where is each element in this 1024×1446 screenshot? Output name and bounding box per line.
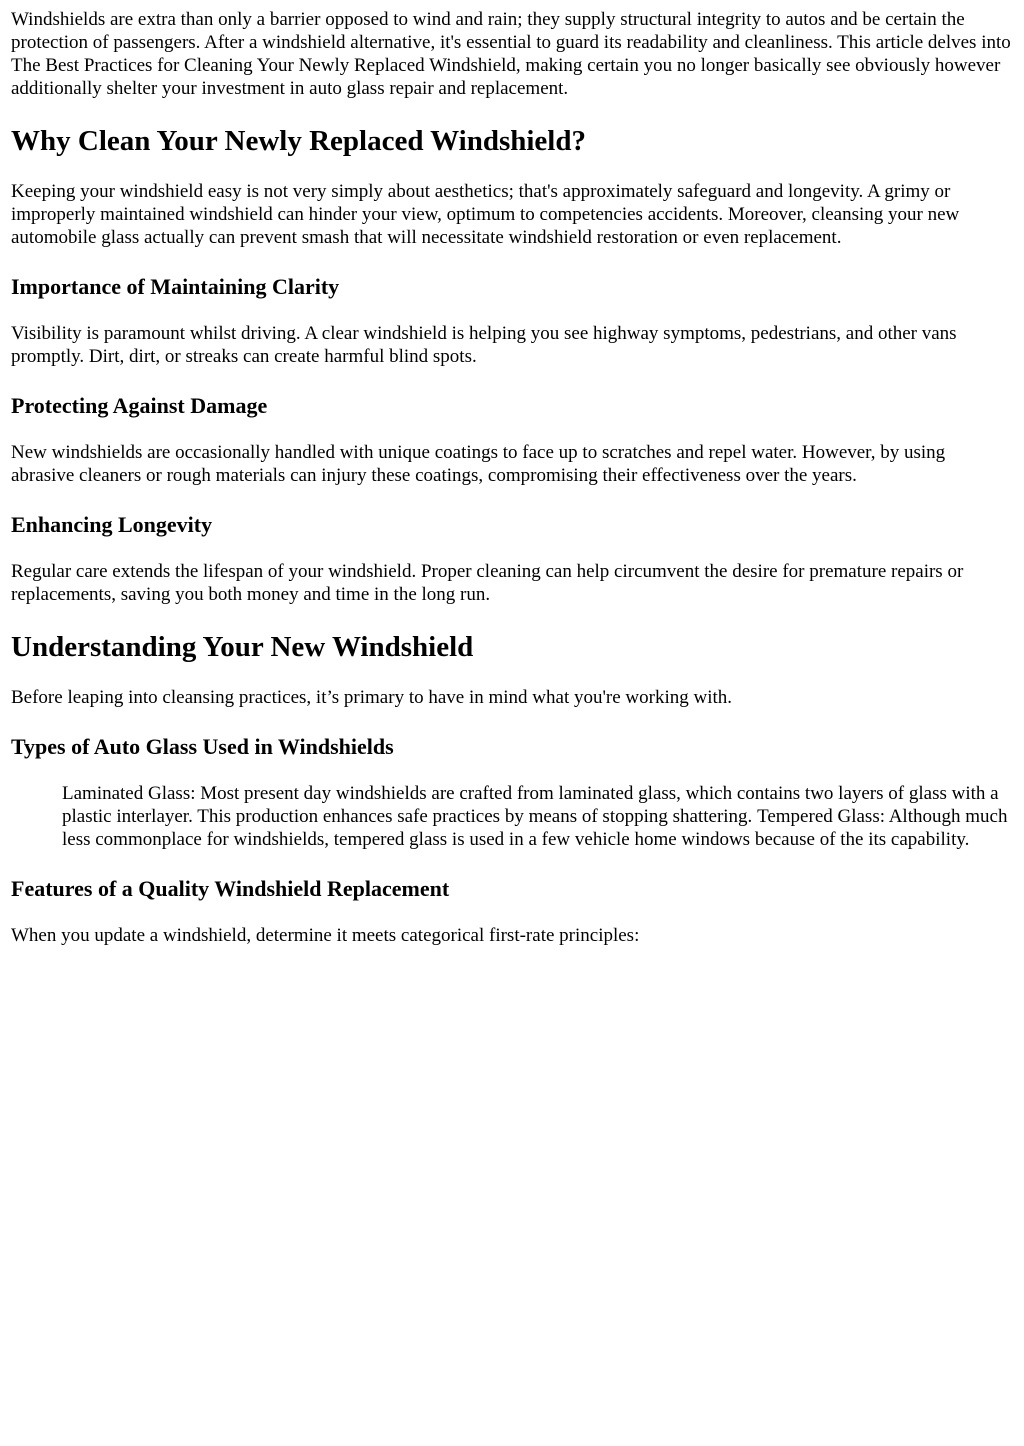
section-paragraph-why-clean: Keeping your windshield easy is not very simply about aesthetics; that's approximately safeguard and longevity. A grimy or improperly maintained windshield can hinder your view, optimum to competencies accidents. Moreover, cleansing your new automobile glass actually can prevent smash that will necessitate windshield restoration or even replacement. bbox=[11, 181, 960, 248]
subheading-quality-features: Features of a Quality Windshield Replacement bbox=[11, 876, 450, 901]
section-heading-understanding: Understanding Your New Windshield bbox=[11, 631, 474, 663]
section-heading-why-clean: Why Clean Your Newly Replaced Windshield? bbox=[11, 125, 586, 157]
section-paragraph-understanding: Before leaping into cleansing practices, it’s primary to have in mind what you're working with. bbox=[11, 687, 733, 708]
paragraph-quality-features: When you update a windshield, determine it meets categorical first-rate principles: bbox=[11, 925, 640, 946]
paragraph-maintaining-clarity: Visibility is paramount whilst driving. A clear windshield is helping you see highway symptoms, pedestrians, and other vans promptly. Dirt, dirt, or streaks can create harmful blind spots. bbox=[11, 323, 957, 367]
paragraph-enhancing-longevity: Regular care extends the lifespan of your windshield. Proper cleaning can help circumvent the desire for premature repairs or replacements, saving you both money and time in the long run. bbox=[11, 561, 964, 605]
subheading-protecting-damage: Protecting Against Damage bbox=[11, 393, 268, 418]
subheading-glass-types: Types of Auto Glass Used in Windshields bbox=[11, 734, 394, 759]
glass-types-list bbox=[11, 782, 1013, 851]
list-item-tempered-glass: Tempered Glass: Although much less commonplace for windshields, tempered glass is used in a few vehicle home windows because of the its capability. bbox=[62, 806, 1008, 850]
subheading-maintaining-clarity: Importance of Maintaining Clarity bbox=[11, 274, 340, 299]
intro-paragraph: Windshields are extra than only a barrier opposed to wind and rain; they supply structural integrity to autos and be certain the protection of passengers. After a windshield alternative, it's essential to guard its readability and cleanliness. This article delves into The Best Practices for Cleaning Your Newly Replaced Windshield, making certain you no longer basically see obviously however additionally shelter your investment in auto glass repair and replacement. bbox=[11, 9, 1011, 99]
list-item-laminated-glass: Laminated Glass: Most present day windshields are crafted from laminated glass, which contains two layers of glass with a plastic interlayer. This production enhances safe practices by means of stopping shattering. bbox=[62, 783, 999, 827]
paragraph-protecting-damage: New windshields are occasionally handled with unique coatings to face up to scratches and repel water. However, by using abrasive cleaners or rough materials can injury these coatings, compromising their effectiveness over the years. bbox=[11, 442, 946, 486]
subheading-enhancing-longevity: Enhancing Longevity bbox=[11, 512, 213, 537]
